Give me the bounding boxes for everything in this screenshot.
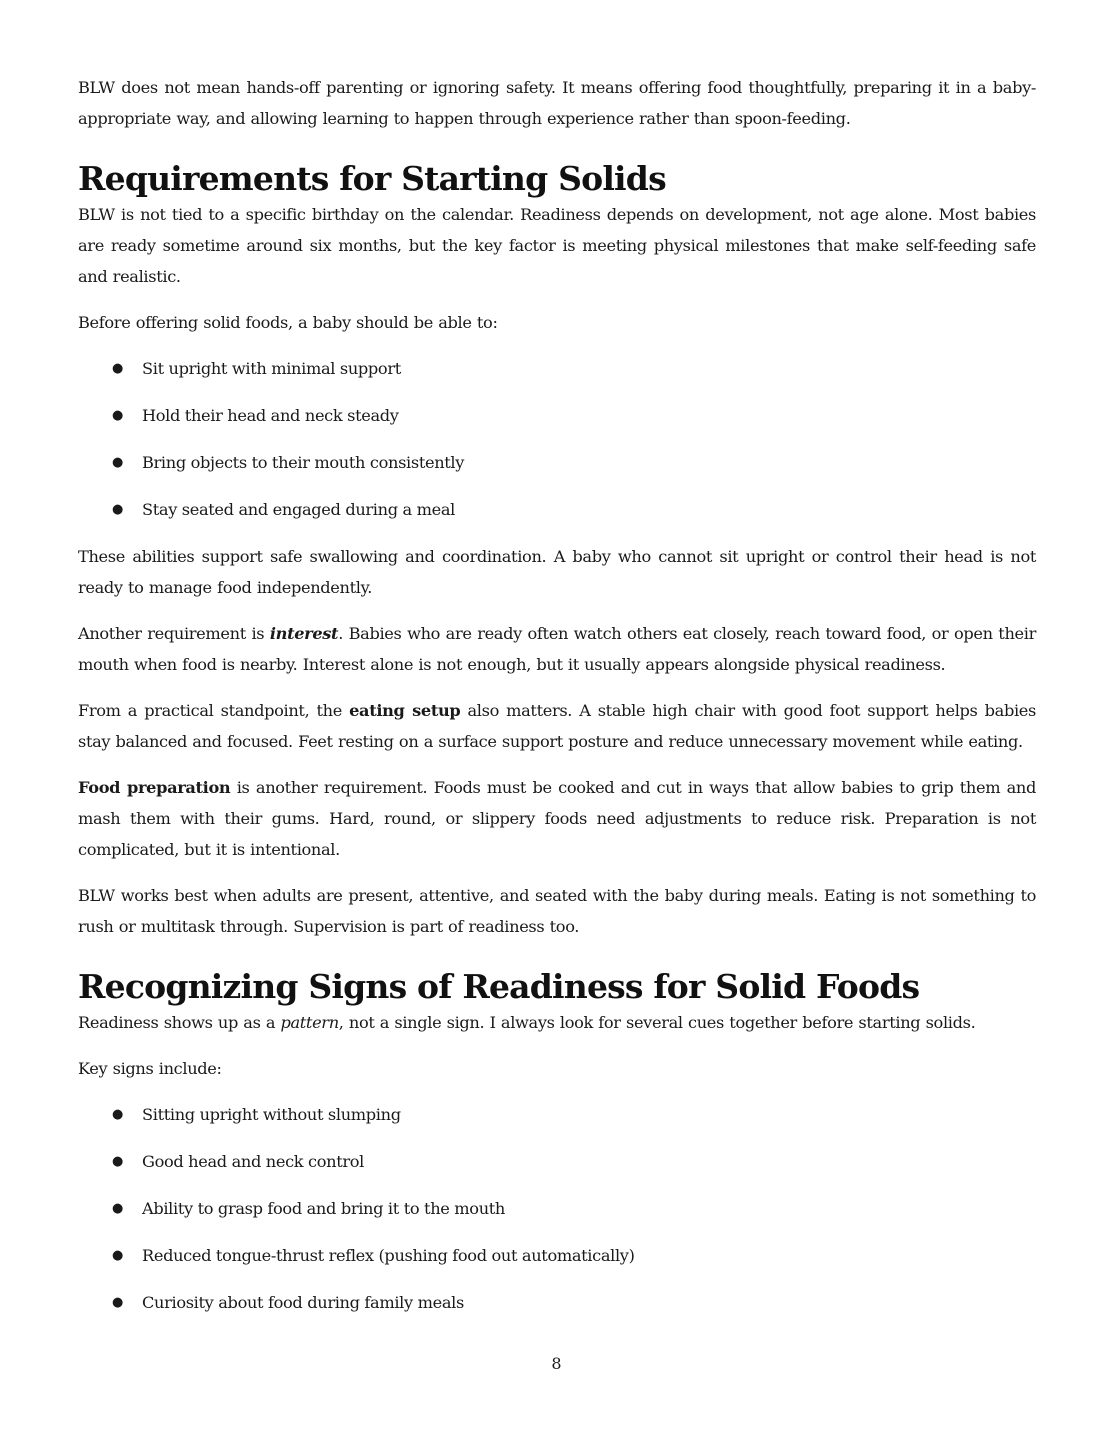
- bullet-icon: ●: [112, 1154, 123, 1169]
- document-page: [78, 72, 1036, 1334]
- emphasis-pattern: pattern: [280, 1013, 339, 1032]
- list-item: ● Sit upright with minimal support: [78, 353, 1036, 384]
- requirements-list: [78, 353, 1036, 525]
- page-number: 8: [551, 1354, 562, 1373]
- paragraph: Food preparation is another requirement. Foods must be cooked and cut in ways that allow babies to grip them and mash them with their gums. Hard, round, or slippery foods need adjustments to reduce risk. Preparation is not complicated, but it is intentional.: [78, 778, 1037, 859]
- bullet-icon: ●: [112, 1107, 123, 1122]
- bold-eating-setup: eating setup: [349, 701, 461, 720]
- readiness-signs-list: [78, 1099, 1036, 1318]
- bold-food-preparation: Food preparation: [78, 778, 231, 797]
- section-heading-readiness: Recognizing Signs of Readiness for Solid Foods: [78, 967, 920, 1006]
- list-item: ● Stay seated and engaged during a meal: [78, 494, 1036, 525]
- list-item: ● Sitting upright without slumping: [78, 1099, 1036, 1130]
- bullet-icon: ●: [112, 502, 123, 517]
- bullet-icon: ●: [112, 408, 123, 423]
- list-item: ● Curiosity about food during family meals: [78, 1287, 1036, 1318]
- emphasis-interest: interest: [269, 624, 339, 643]
- list-item: ● Bring objects to their mouth consistently: [78, 447, 1036, 478]
- paragraph: BLW is not tied to a specific birthday on the calendar. Readiness depends on development, not age alone. Most babies are ready sometime around six months, but the key factor is meeting physical milestones that make self-feeding safe and realistic.: [78, 205, 1036, 286]
- paragraph: Readiness shows up as a pattern, not a single sign. I always look for several cues together before starting solids.: [78, 1013, 976, 1032]
- paragraph: BLW works best when adults are present, attentive, and seated with the baby during meals. Eating is not something to rush or multitask through. Supervision is part of readiness too.: [78, 886, 1036, 936]
- paragraph: Before offering solid foods, a baby should be able to:: [78, 313, 498, 332]
- bullet-icon: ●: [112, 1201, 123, 1216]
- list-item: ● Ability to grasp food and bring it to the mouth: [78, 1193, 1036, 1224]
- list-item: ● Hold their head and neck steady: [78, 400, 1036, 431]
- list-item: ● Reduced tongue-thrust reflex (pushing food out automatically): [78, 1240, 1036, 1271]
- bullet-icon: ●: [112, 455, 123, 470]
- bullet-icon: ●: [112, 361, 123, 376]
- section-heading-requirements: Requirements for Starting Solids: [78, 159, 666, 198]
- intro-paragraph: BLW does not mean hands-off parenting or ignoring safety. It means offering food thoughtfully, preparing it in a baby-appropriate way, and allowing learning to happen through experience rather than spoon-feeding.: [78, 78, 1036, 128]
- paragraph: From a practical standpoint, the eating setup also matters. A stable high chair with good foot support helps babies stay balanced and focused. Feet resting on a surface support posture and reduce unnecessary movement while eating.: [78, 701, 1036, 751]
- paragraph: Key signs include:: [78, 1059, 222, 1078]
- bullet-icon: ●: [112, 1248, 123, 1263]
- bullet-icon: ●: [112, 1295, 123, 1310]
- paragraph: Another requirement is interest. Babies who are ready often watch others eat closely, reach toward food, or open their mouth when food is nearby. Interest alone is not enough, but it usually appears alongside physical readiness.: [78, 624, 1036, 674]
- paragraph: These abilities support safe swallowing and coordination. A baby who cannot sit upright or control their head is not ready to manage food independently.: [78, 547, 1036, 597]
- list-item: ● Good head and neck control: [78, 1146, 1036, 1177]
